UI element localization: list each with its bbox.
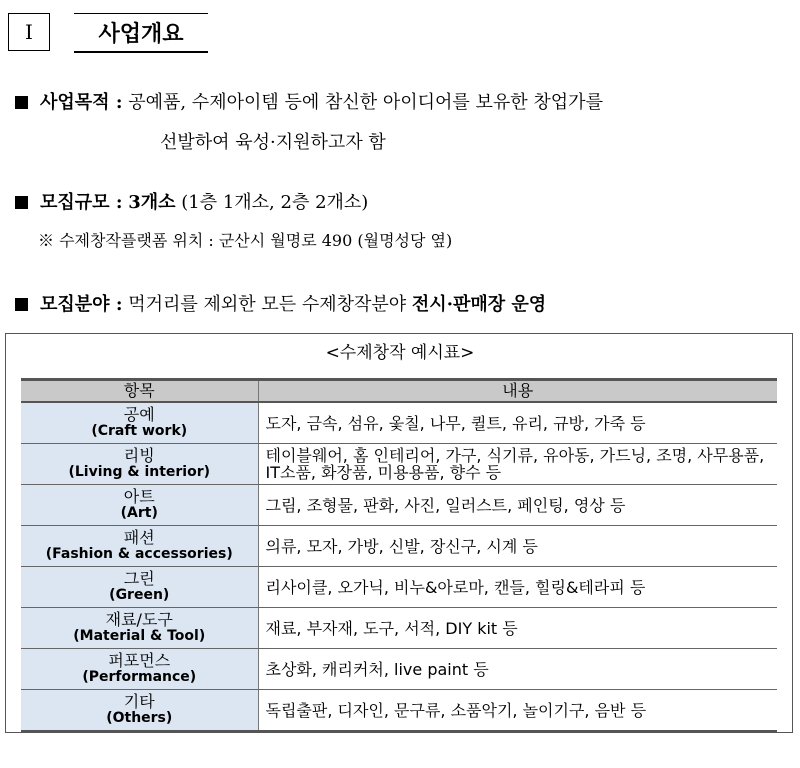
header-category: 항목 <box>21 380 258 403</box>
row-category <box>21 567 258 608</box>
location-note: ※ 수제창작플랫폼 위치 : 군산시 월명로 490 (월명성당 옆) <box>38 231 453 250</box>
category-english: (Fashion & accessories) <box>45 546 233 562</box>
row-content: 테이블웨어, 홈 인테리어, 가구, 식기류, 유아동, 가드닝, 조명, 사무용품, IT소품, 화장품, 미용용품, 향수 등 <box>258 444 777 485</box>
scale-line <box>15 188 368 214</box>
category-english: (Material & Tool) <box>73 628 206 644</box>
field-emphasis: 전시·판매장 운영 <box>411 294 547 315</box>
category-english: (Art) <box>120 505 158 521</box>
row-content: 도자, 금속, 섬유, 옻칠, 나무, 퀼트, 유리, 규방, 가죽 등 <box>258 402 777 444</box>
section-title: 사업개요 <box>74 13 208 53</box>
header-content: 내용 <box>258 380 777 403</box>
row-category <box>21 444 258 485</box>
category-korean: 공예 <box>123 405 155 424</box>
purpose-text-line1: 공예품, 수제아이템 등에 참신한 아이디어를 보유한 창업가를 <box>128 92 603 113</box>
square-bullet-icon <box>15 298 28 311</box>
category-english: (Others) <box>106 710 173 726</box>
row-category <box>21 690 258 732</box>
row-content: 리사이클, 오가닉, 비누&아로마, 캔들, 힐링&테라피 등 <box>258 567 777 608</box>
square-bullet-icon <box>15 196 28 209</box>
row-content: 그림, 조형물, 판화, 사진, 일러스트, 페인팅, 영상 등 <box>258 485 777 526</box>
square-bullet-icon <box>15 96 28 109</box>
row-content: 재료, 부자재, 도구, 서적, DIY kit 등 <box>258 608 777 649</box>
table-caption: <수제창작 예시표> <box>325 343 475 363</box>
table-row <box>21 485 777 526</box>
table-row <box>21 444 777 485</box>
table-row <box>21 567 777 608</box>
purpose-line <box>15 88 603 114</box>
row-content: 초상화, 캐리커처, live paint 등 <box>258 649 777 690</box>
row-content: 독립출판, 디자인, 문구류, 소품악기, 놀이기구, 음반 등 <box>258 690 777 732</box>
table-row <box>21 649 777 690</box>
table-row <box>21 690 777 732</box>
category-korean: 기타 <box>123 692 155 711</box>
table-row <box>21 526 777 567</box>
category-korean: 아트 <box>123 487 155 506</box>
row-category <box>21 649 258 690</box>
category-korean: 퍼포먼스 <box>108 651 171 670</box>
example-table <box>21 378 777 732</box>
row-category <box>21 485 258 526</box>
field-text: 먹거리를 제외한 모든 수제창작분야 <box>128 294 407 315</box>
category-korean: 리빙 <box>123 446 155 465</box>
scale-detail: (1층 1개소, 2층 2개소) <box>181 192 369 213</box>
category-english: (Performance) <box>82 669 197 685</box>
table-header-row <box>21 380 777 403</box>
category-english: (Green) <box>109 587 170 603</box>
scale-label: 모집규모 : <box>40 192 123 213</box>
row-content: 의류, 모자, 가방, 신발, 장신구, 시계 등 <box>258 526 777 567</box>
row-category <box>21 608 258 649</box>
table-row <box>21 608 777 649</box>
scale-value: 3개소 <box>128 192 176 213</box>
category-english: (Living & interior) <box>68 464 211 480</box>
purpose-text-line2: 선발하여 육성·지원하고자 함 <box>160 132 386 153</box>
row-category <box>21 402 258 444</box>
section-number: Ⅰ <box>8 13 50 51</box>
field-label: 모집분야 : <box>40 294 123 315</box>
category-korean: 패션 <box>123 528 155 547</box>
field-line <box>15 290 546 316</box>
purpose-label: 사업목적 : <box>40 92 123 113</box>
table-row <box>21 402 777 444</box>
category-korean: 그린 <box>123 569 155 588</box>
category-korean: 재료/도구 <box>105 610 173 629</box>
category-english: (Craft work) <box>91 423 188 439</box>
row-category <box>21 526 258 567</box>
